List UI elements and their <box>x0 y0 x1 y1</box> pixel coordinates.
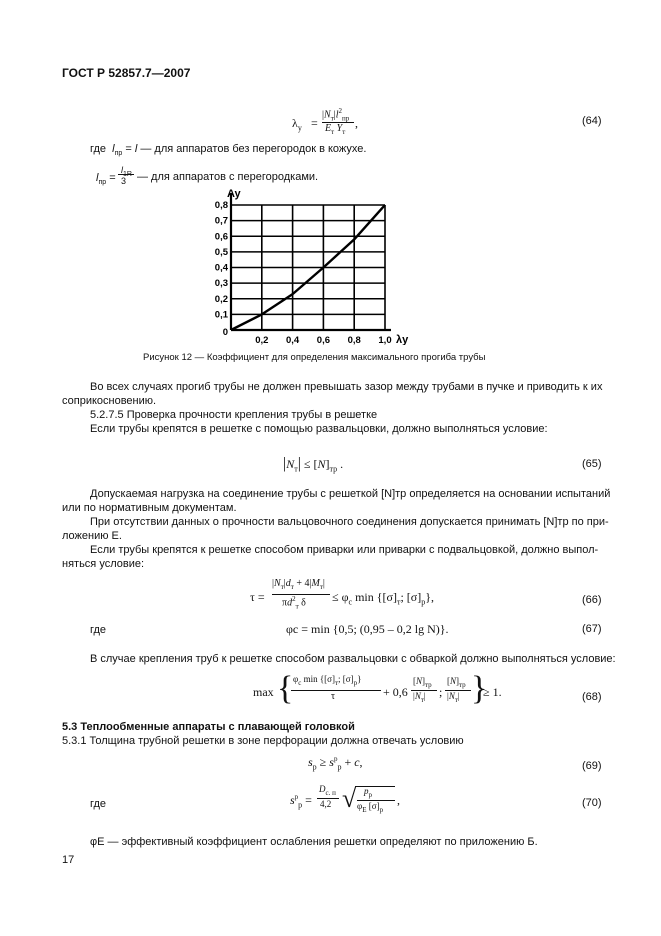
chart-grid <box>231 205 385 330</box>
section-5-2-7-5: 5.2.7.5 Проверка прочности крепления трубы в решетке <box>90 409 378 421</box>
chart-origin-label: 0 <box>222 327 228 338</box>
paragraph-6: В случае крепления труб к решетке способом развальцовки с обваркой должно выполняться условие: <box>90 653 616 665</box>
paragraph-7: φE — эффективный коэффициент ослабления решетки определяют по приложению Б. <box>90 836 538 848</box>
paragraph-5-cont: няться условие: <box>62 558 145 570</box>
chart-y-axis-label: Ay <box>227 188 241 200</box>
chart-y-tick-label: 0,1 <box>215 309 228 321</box>
chart-y-tick-label: 0,6 <box>215 231 228 243</box>
paragraph-3-cont: или по нормативным документам. <box>62 502 237 514</box>
document-header: ГОСТ Р 52857.7—2007 <box>62 66 191 80</box>
paragraph-3: Допускаемая нагрузка на соединение трубы с решеткой [N]тр определяется на основании испытаний <box>90 488 611 500</box>
paragraph-4: При отсутствии данных о прочности вальцовочного соединения допускается принимать [N]тр по при- <box>90 516 609 528</box>
equation-66-number: (66) <box>582 594 602 606</box>
equation-67-number: (67) <box>582 623 602 635</box>
chart-x-tick-label: 0,2 <box>255 335 269 345</box>
chart-y-tick-label: 0,8 <box>215 200 228 211</box>
chart-x-tick-label: 0,8 <box>347 335 361 345</box>
chart-y-tick-labels <box>215 200 229 320</box>
section-5-3-1: 5.3.1 Толщина трубной решетки в зоне перфорации должна отвечать условию <box>62 735 464 747</box>
chart-x-tick-label: 1,0 <box>378 335 392 345</box>
chart-x-tick-labels <box>255 335 391 345</box>
chart-y-tick-label: 0,3 <box>215 278 228 290</box>
chart-y-tick-label: 0,7 <box>215 215 228 227</box>
equation-65-formula: $|N_т| \le [N]_{тр}$ . <box>283 455 344 474</box>
equation-69-number: (69) <box>582 760 602 772</box>
equation-70-where: где <box>90 798 107 810</box>
equation-67-where: где <box>90 624 107 636</box>
equation-66-formula: τ = $|N_т|d_т + 4|M_т|$ $\pi d^2_т$ δ ≤ $\varphi_c$ $\min \{[\sigma]_т$; $[\sigma]_р$}, <box>250 578 435 611</box>
equation-65-number: (65) <box>582 458 602 470</box>
chart-x-tick-label: 0,6 <box>316 335 331 345</box>
equation-70-number: (70) <box>582 797 602 809</box>
equation-68-number: (68) <box>582 691 602 703</box>
equation-70-formula: $s^р_р$ = $D_{с. п}$ 4,2 √ $p_р$ $\varphi_E$ $[\sigma]_р$ , <box>290 784 400 814</box>
equation-64-formula: $\lambda_у$ = $|N_т|l^2_{пр}$ $E_т$ $Y_т$ , <box>292 107 358 136</box>
chart-y-tick-label: 0,4 <box>215 262 228 274</box>
chart-y-tick-label: 0,2 <box>215 293 228 305</box>
equation-69-formula: $s_р \ge s^р_р + c$, <box>308 755 363 772</box>
chart-x-axis-label: λy <box>396 334 409 345</box>
paragraph-1: Во всех случаях прогиб трубы не должен превышать зазор между трубами в пучке и приводить к их <box>90 381 603 393</box>
paragraph-4-cont: ложению Е. <box>62 530 122 542</box>
figure-caption: Рисунок 12 — Коэффициент для определения максимального прогиба трубы <box>143 352 486 363</box>
equation-64-number: (64) <box>582 115 602 127</box>
section-5-3-heading: 5.3 Теплообменные аппараты с плавающей головкой <box>62 721 355 733</box>
paragraph-1-cont: соприкосновению. <box>62 395 157 407</box>
chart-axes <box>231 193 391 330</box>
chart-y-tick-label: 0,5 <box>215 246 228 258</box>
paragraph-5: Если трубы крепятся к решетке способом приварки или приварки с подвальцовкой, должно выпол- <box>90 544 599 556</box>
deflection-coefficient-chart <box>215 185 415 345</box>
equation-67-formula: φc = min {0,5; (0,95 – 0,2 lg N)}. <box>286 622 449 636</box>
where-line-1: где $l_{пр} = l$ — для аппаратов без перегородок в кожухе. <box>90 143 367 158</box>
paragraph-2: Если трубы крепятся в решетке с помощью развальцовки, должно выполняться условие: <box>90 423 548 435</box>
where-line-2: $l_{пр}$ = $l_{1R}$ 3 — для аппаратов с перегородками. <box>96 165 319 187</box>
chart-x-tick-label: 0,4 <box>285 335 300 345</box>
equation-68-formula: max { $\varphi_c$ $\min \{[\sigma]_т$; $[\sigma]_р$} τ + 0,6 $[N]_{тр}$ $|N_т|$ ; $[N]_{тр}$ $|N_т|$ } ≥ 1. <box>253 670 502 707</box>
page-number: 17 <box>62 854 75 866</box>
